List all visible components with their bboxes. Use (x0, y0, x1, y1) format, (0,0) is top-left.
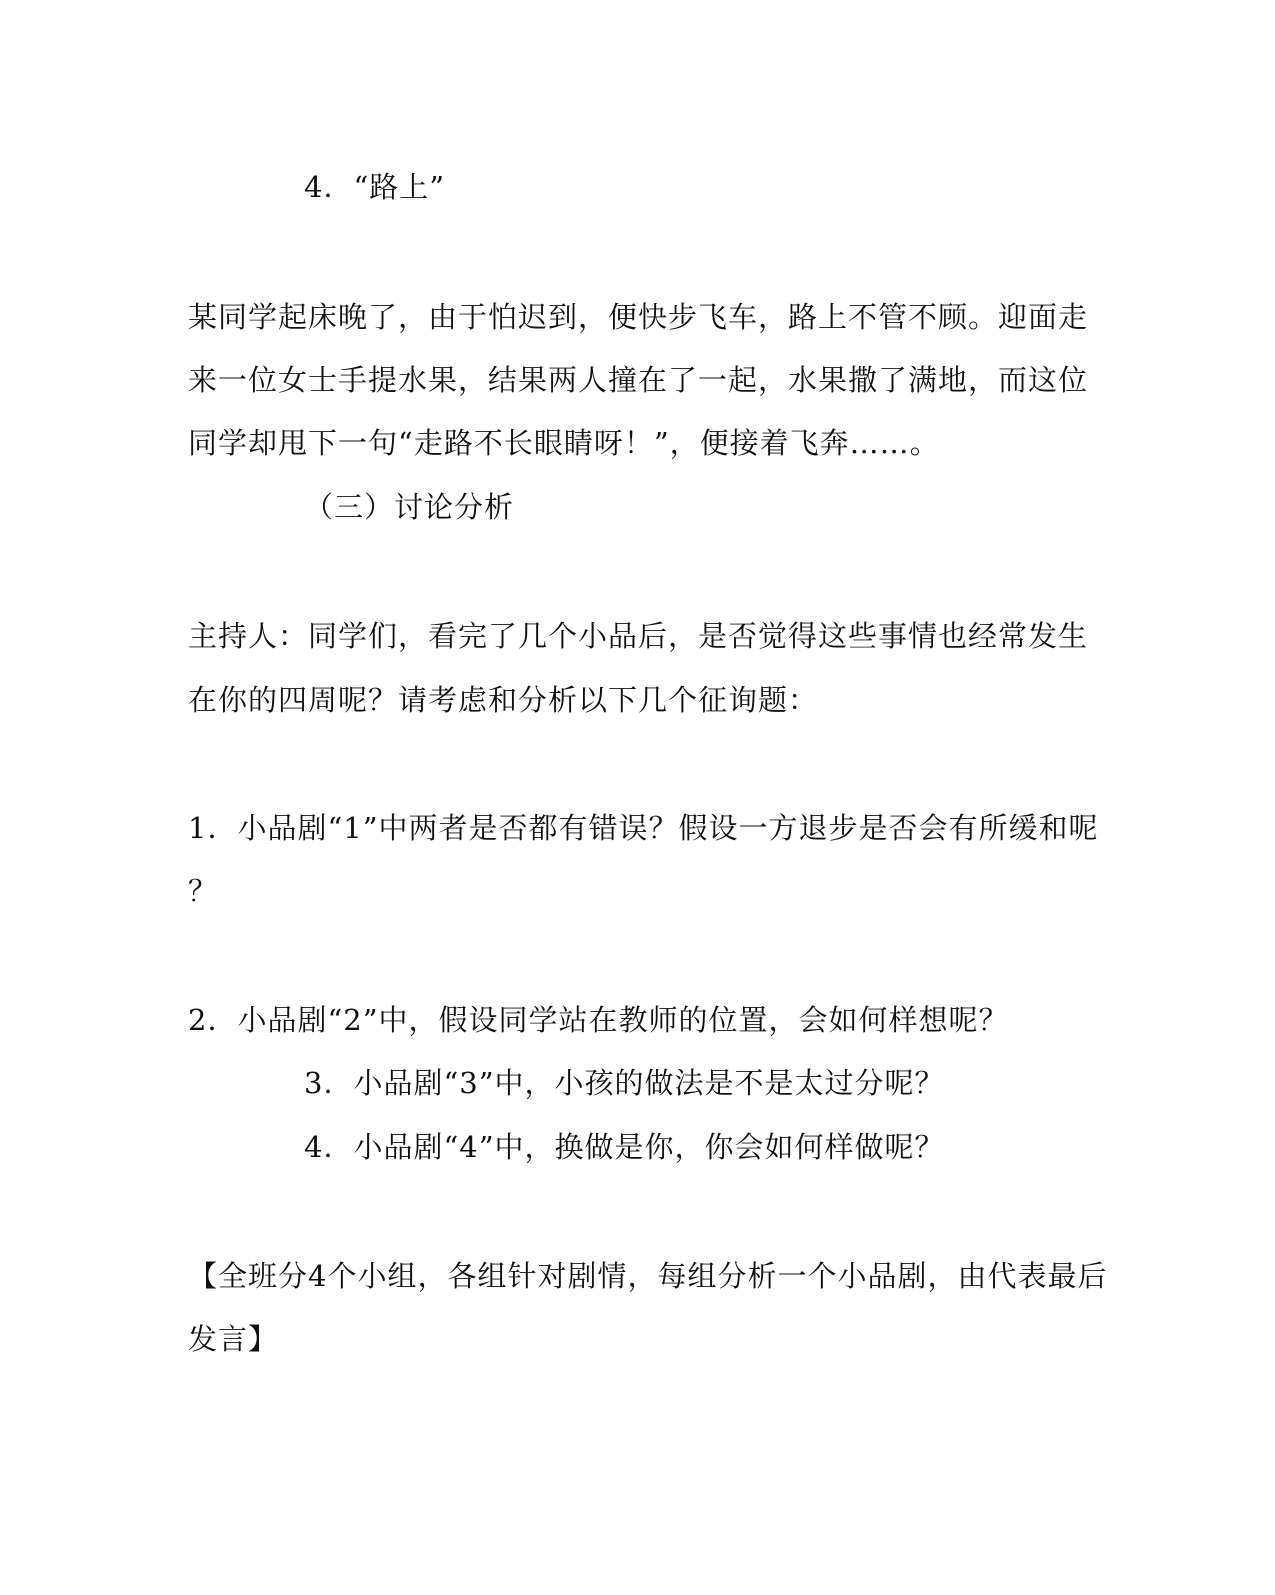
question-4: 4．小品剧“4”中，换做是你，你会如何样做呢？ (304, 1130, 945, 1164)
skit4-paragraph-line-3: 同学却甩下一句“走路不长眼睛呀！”，便接着飞奔……。 (188, 426, 940, 460)
section-heading-skit-4: 4．“路上” (304, 170, 446, 204)
discussion-heading: （三）讨论分析 (304, 490, 515, 524)
question-2: 2．小品剧“2”中，假设同学站在教师的位置，会如何样想呢？ (188, 1003, 1009, 1037)
group-note-line-1: 【全班分4个小组，各组针对剧情，每组分析一个小品剧，由代表最后 (188, 1259, 1108, 1293)
question-3: 3．小品剧“3”中，小孩的做法是不是太过分呢？ (304, 1066, 945, 1100)
group-note-line-2: 发言】 (188, 1322, 279, 1356)
skit4-paragraph-line-1: 某同学起床晚了，由于怕迟到，便快步飞车，路上不管不顾。迎面走 (188, 300, 1089, 334)
question-1-line-2: ？ (188, 874, 219, 908)
host-paragraph-line-1: 主持人：同学们，看完了几个小品后，是否觉得这些事情也经常发生 (188, 619, 1089, 653)
host-paragraph-line-2: 在你的四周呢？请考虑和分析以下几个征询题： (188, 683, 819, 717)
question-1-line-1: 1．小品剧“1”中两者是否都有错误？假设一方退步是否会有所缓和呢 (188, 811, 1099, 845)
skit4-paragraph-line-2: 来一位女士手提水果，结果两人撞在了一起，水果撒了满地，而这位 (188, 363, 1089, 397)
